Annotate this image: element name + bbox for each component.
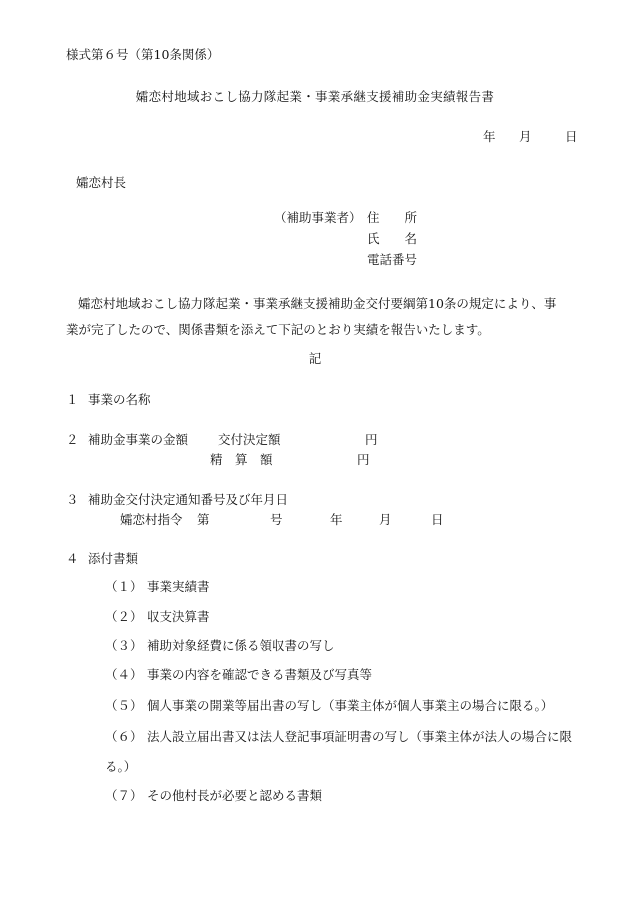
settlement-line (210, 454, 370, 467)
notice-number-line (120, 514, 444, 527)
attachment-item (105, 611, 210, 624)
attachment-item (105, 700, 553, 713)
applicant-name-field (367, 233, 419, 246)
applicant-address-label: 住 所 (367, 210, 418, 225)
applicant-phone-label: 電話番号 (367, 252, 418, 267)
settlement-label: 精 算 額 (210, 452, 273, 467)
attachment-text: 収支決算書 (147, 609, 210, 624)
attachment-number: （１） (105, 579, 143, 594)
document-title: 孀恋村地域おこし協力隊起業・事業承継支援補助金実績報告書 (135, 89, 495, 104)
form-number: 様式第６号（第10条関係） (66, 47, 220, 62)
notice-issuer: 孀恋村指令 (120, 512, 183, 527)
body-paragraph: 孀恋村地域おこし協力隊起業・事業承継支援補助金交付要綱第10条の規定により、事業が完了したので、関係書類を添えて下記のとおり実績を報告いたします。 (66, 296, 557, 337)
applicant-name-label: 氏 名 (367, 231, 418, 246)
date-year: 年 (483, 129, 496, 144)
attachment-number: （４） (105, 667, 143, 682)
attachment-item (105, 669, 372, 682)
section-1-title: 事業の名称 (88, 392, 151, 407)
attachment-text: 個人事業の開業等届出書の写し（事業主体が個人事業主の場合に限る。） (147, 698, 554, 713)
section-4 (66, 553, 138, 566)
attachment-text: 法人設立届出書又は法人登記事項証明書の写し（事業主体が法人の場合に限 (147, 729, 573, 744)
attachment-number: （６） (105, 729, 143, 744)
date-day: 日 (565, 129, 578, 144)
notice-month: 月 (379, 512, 392, 527)
attachment-number: （７） (105, 788, 143, 803)
attachment-item (105, 640, 335, 653)
date-line (483, 131, 578, 144)
applicant-label: （補助事業者） (274, 210, 362, 225)
section-4-number: ４ (66, 551, 79, 566)
attachment-number: （２） (105, 609, 143, 624)
attachment-text: その他村長が必要と認める書類 (147, 788, 323, 803)
addressee: 孀恋村長 (76, 175, 127, 190)
grant-decision-yen: 円 (365, 432, 378, 447)
applicant-address-field (367, 212, 419, 225)
ki-heading: 記 (308, 351, 322, 366)
section-3-title: 補助金交付決定通知番号及び年月日 (88, 492, 289, 507)
section-3-number: ３ (66, 492, 79, 507)
section-3 (66, 494, 288, 507)
section-2 (66, 434, 378, 447)
grant-decision-label: 交付決定額 (218, 432, 281, 447)
attachment-text: 補助対象経費に係る領収書の写し (147, 638, 335, 653)
attachment-item (105, 790, 322, 803)
section-1 (66, 394, 151, 407)
attachment-item (105, 731, 572, 744)
notice-dai: 第 (197, 512, 210, 527)
section-4-title: 添付書類 (88, 551, 139, 566)
section-2-number: ２ (66, 432, 79, 447)
notice-year: 年 (330, 512, 343, 527)
notice-go: 号 (270, 512, 283, 527)
notice-day: 日 (431, 512, 444, 527)
applicant-phone-field (367, 254, 419, 267)
date-month: 月 (519, 129, 532, 144)
section-1-number: １ (66, 392, 79, 407)
attachment-number: （３） (105, 638, 143, 653)
section-2-title: 補助金事業の金額 (88, 432, 189, 447)
attachment-item (105, 581, 210, 594)
attachment-text-continuation: る。） (105, 759, 137, 774)
attachment-number: （５） (105, 698, 143, 713)
attachment-text: 事業実績書 (147, 579, 210, 594)
settlement-yen: 円 (357, 452, 370, 467)
attachment-text: 事業の内容を確認できる書類及び写真等 (147, 667, 373, 682)
